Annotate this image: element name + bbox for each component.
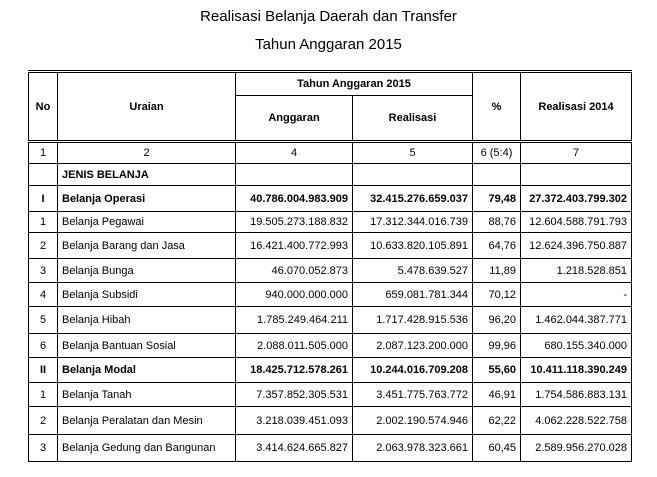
realisasi-cell: 10.633.820.105.891 xyxy=(353,233,473,259)
table-row xyxy=(29,407,632,435)
anggaran-cell: 18.425.712.578.261 xyxy=(236,358,353,383)
row-name: Belanja Modal xyxy=(58,358,236,383)
realisasi-2014-cell: 12.604.588.791.793 xyxy=(521,212,632,233)
row-number: 3 xyxy=(29,435,58,462)
table-row xyxy=(29,283,632,307)
row-name: Belanja Peralatan dan Mesin xyxy=(58,407,236,435)
header-realisasi: Realisasi xyxy=(353,96,473,142)
percent-cell: 62,22 xyxy=(473,407,521,435)
realisasi-2014-cell: 1.462.044.387.771 xyxy=(521,307,632,334)
row-number: 1 xyxy=(29,212,58,233)
header-group: Tahun Anggaran 2015 xyxy=(236,72,473,96)
realisasi-2014-cell: 10.411.118.390.249 xyxy=(521,358,632,383)
realisasi-cell: 10.244.016.709.208 xyxy=(353,358,473,383)
percent-cell: 79,48 xyxy=(473,186,521,212)
colnum: 4 xyxy=(236,142,353,164)
anggaran-cell: 46.070.052.873 xyxy=(236,259,353,283)
realisasi-2014-cell: 27.372.403.799.302 xyxy=(521,186,632,212)
percent-cell: 70,12 xyxy=(473,283,521,307)
percent-cell: 88,76 xyxy=(473,212,521,233)
row-number: 2 xyxy=(29,233,58,259)
row-name: Belanja Bunga xyxy=(58,259,236,283)
header-percent: % xyxy=(473,72,521,142)
percent-cell: 64,76 xyxy=(473,233,521,259)
table-row xyxy=(29,212,632,233)
percent-cell: 55,60 xyxy=(473,358,521,383)
realisasi-cell: 32.415.276.659.037 xyxy=(353,186,473,212)
realisasi-cell: 1.717.428.915.536 xyxy=(353,307,473,334)
anggaran-cell: 19.505.273.188.832 xyxy=(236,212,353,233)
anggaran-cell: 3.218.039.451.093 xyxy=(236,407,353,435)
anggaran-cell: 7.357.852.305.531 xyxy=(236,383,353,407)
table-row xyxy=(29,259,632,283)
row-name: Belanja Hibah xyxy=(58,307,236,334)
row-number: 1 xyxy=(29,383,58,407)
row-number: I xyxy=(29,186,58,212)
percent-cell: 11,89 xyxy=(473,259,521,283)
table-row xyxy=(29,435,632,462)
anggaran-cell: 40.786.004.983.909 xyxy=(236,186,353,212)
realisasi-cell: 2.063.978.323.661 xyxy=(353,435,473,462)
percent-cell: 60,45 xyxy=(473,435,521,462)
realisasi-2014-cell: 1.218.528.851 xyxy=(521,259,632,283)
column-number-row xyxy=(29,142,632,164)
realisasi-cell: 5.478.639.527 xyxy=(353,259,473,283)
row-name: Belanja Operasi xyxy=(58,186,236,212)
anggaran-cell: 2.088.011.505.000 xyxy=(236,334,353,358)
realisasi-2014-cell: 1.754.586.883.131 xyxy=(521,383,632,407)
table-row xyxy=(29,233,632,259)
percent-cell: 96,20 xyxy=(473,307,521,334)
table-row xyxy=(29,307,632,334)
row-name: Belanja Gedung dan Bangunan xyxy=(58,435,236,462)
header-anggaran: Anggaran xyxy=(236,96,353,142)
realisasi-cell: 659.081.781.344 xyxy=(353,283,473,307)
anggaran-cell: 3.414.624.665.827 xyxy=(236,435,353,462)
table-row xyxy=(29,358,632,383)
header-uraian: Uraian xyxy=(58,72,236,142)
colnum: 2 xyxy=(58,142,236,164)
row-number: 6 xyxy=(29,334,58,358)
realisasi-2014-cell: 2.589.956.270.028 xyxy=(521,435,632,462)
table-row xyxy=(29,334,632,358)
colnum: 1 xyxy=(29,142,58,164)
header-realisasi-2014: Realisasi 2014 xyxy=(521,72,632,142)
section-label: JENIS BELANJA xyxy=(58,164,236,186)
row-name: Belanja Subsidi xyxy=(58,283,236,307)
budget-table xyxy=(28,70,632,462)
row-number: 5 xyxy=(29,307,58,334)
realisasi-cell: 2.002.190.574.946 xyxy=(353,407,473,435)
realisasi-2014-cell: - xyxy=(521,283,632,307)
row-name: Belanja Bantuan Sosial xyxy=(58,334,236,358)
row-name: Belanja Barang dan Jasa xyxy=(58,233,236,259)
colnum: 7 xyxy=(521,142,632,164)
realisasi-cell: 17.312.344.016.739 xyxy=(353,212,473,233)
realisasi-2014-cell: 12.624.396.750.887 xyxy=(521,233,632,259)
realisasi-2014-cell: 4.062.228.522.758 xyxy=(521,407,632,435)
anggaran-cell: 1.785.249.464.211 xyxy=(236,307,353,334)
report-title: Realisasi Belanja Daerah dan Transfer xyxy=(200,8,457,25)
table-row xyxy=(29,186,632,212)
row-number: 3 xyxy=(29,259,58,283)
row-name: Belanja Pegawai xyxy=(58,212,236,233)
realisasi-cell: 3.451.775.763.772 xyxy=(353,383,473,407)
percent-cell: 99,96 xyxy=(473,334,521,358)
row-number: 2 xyxy=(29,407,58,435)
header-no: No xyxy=(29,72,58,142)
colnum: 5 xyxy=(353,142,473,164)
table-row xyxy=(29,383,632,407)
row-number: II xyxy=(29,358,58,383)
row-name: Belanja Tanah xyxy=(58,383,236,407)
realisasi-2014-cell: 680.155.340.000 xyxy=(521,334,632,358)
anggaran-cell: 16.421.400.772.993 xyxy=(236,233,353,259)
section-row xyxy=(29,164,632,186)
colnum: 6 (5:4) xyxy=(473,142,521,164)
row-number: 4 xyxy=(29,283,58,307)
percent-cell: 46,91 xyxy=(473,383,521,407)
realisasi-cell: 2.087.123.200.000 xyxy=(353,334,473,358)
report-subtitle: Tahun Anggaran 2015 xyxy=(255,36,402,53)
anggaran-cell: 940.000.000.000 xyxy=(236,283,353,307)
